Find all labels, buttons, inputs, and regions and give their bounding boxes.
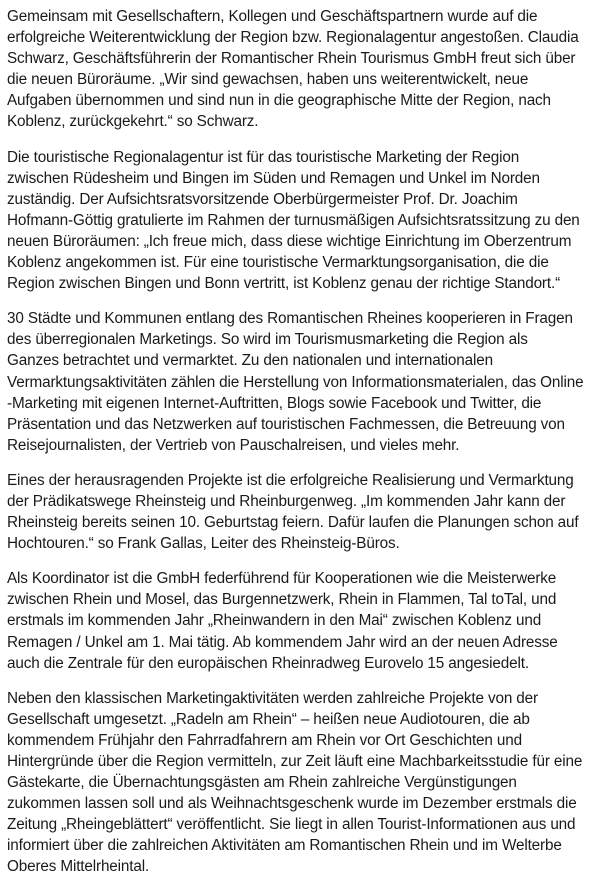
text-line: Die touristische Regionalagentur ist für das touristische Marketing der Region	[7, 148, 520, 166]
text-line: -Marketing mit eigenen Internet-Auftritten, Blogs sowie Facebook und Twitter, die	[7, 394, 542, 412]
paragraph-hiking-trails	[7, 470, 599, 554]
text-line: neuen Büroräumen: „Ich freue mich, dass diese wichtige Einrichtung im Oberzentrum	[7, 232, 572, 250]
text-line: erstmals im kommenden Jahr „Rheinwandern in den Mai“ zwischen Koblenz und	[7, 612, 542, 630]
text-line: Koblenz, zurückgekehrt.“ so Schwarz.	[7, 113, 259, 131]
text-line: zuständig. Der Aufsichtsratsvorsitzende Oberbürgermeister Prof. Dr. Joachim	[7, 190, 518, 208]
text-line: Gästekarte, die Übernachtungsgästen am Rhein zahlreiche Vergünstigungen	[7, 774, 517, 792]
text-line: Als Koordinator ist die GmbH federführend für Kooperationen wie die Meisterwerke	[7, 570, 557, 588]
text-line: die neuen Büroräume. „Wir sind gewachsen, haben uns weiterentwickelt, neue	[7, 71, 529, 89]
text-line: Eines der herausragenden Projekte ist die erfolgreiche Realisierung und Vermarktung	[7, 471, 574, 489]
text-line: zwischen Rüdesheim und Bingen im Süden und Remagen und Unkel im Norden	[7, 169, 540, 187]
text-line: Zeitung „Rheingeblättert“ veröffentlicht. Sie liegt in allen Tourist-Informationen aus und	[7, 816, 576, 834]
paragraph-municipalities	[7, 308, 599, 456]
text-line: Reisejournalisten, der Vertrieb von Pauschalreisen, und vieles mehr.	[7, 436, 460, 454]
text-line: Oberes Mittelrheintal.	[7, 858, 150, 876]
paragraph-regional-agency	[7, 147, 599, 295]
text-line: Rheinsteig bereits seinen 10. Geburtstag feiern. Dafür laufen die Planungen schon auf	[7, 514, 579, 532]
text-line: Remagen / Unkel am 1. Mai tätig. Ab kommendem Jahr wird an der neuen Adresse	[7, 633, 558, 651]
text-line: 30 Städte und Kommunen entlang des Romantischen Rheines kooperieren in Fragen	[7, 310, 573, 328]
text-line: Ganzes betrachtet und vermarktet. Zu den nationalen und internationalen	[7, 352, 493, 370]
text-line: erfolgreiche Weiterentwicklung der Region bzw. Regionalagentur angestoßen. Claudia	[7, 29, 579, 47]
paragraph-coordinator	[7, 568, 599, 673]
text-line: Hochtouren.“ so Frank Gallas, Leiter des Rheinsteig-Büros.	[7, 535, 400, 553]
text-line: Gemeinsam mit Gesellschaftern, Kollegen und Geschäftspartnern wurde auf die	[7, 8, 538, 25]
text-line: Hintergründe über die Region vermitteln, zur Zeit läuft eine Machbarkeitsstudie für eine	[7, 753, 583, 770]
text-line: Region zwischen Bingen und Bonn vertritt, ist Koblenz genau der richtige Standort.“	[7, 275, 561, 293]
text-line: des überregionalen Marketings. So wird im Tourismusmarketing die Region als	[7, 331, 528, 349]
text-line: Schwarz, Geschäftsführerin der Romantischer Rhein Tourismus GmbH freut sich über	[7, 50, 576, 68]
text-line: Präsentation und das Netzwerken auf touristischen Fachmessen, die Betreuung von	[7, 415, 565, 433]
text-line: informiert über die zahlreichen Aktivitäten am Romantischen Rhein und im Welterbe	[7, 837, 562, 855]
text-line: Hofmann-Göttig gratulierte im Rahmen der turnusmäßigen Aufsichtsratssitzung zu den	[7, 211, 580, 229]
text-line: Koblenz angekommen ist. Für eine touristische Vermarktungsorganisation, die die	[7, 254, 549, 272]
text-line: Neben den klassischen Marketingaktivitäten werden zahlreiche Projekte von der	[7, 689, 538, 707]
text-line: Vermarktungsaktivitäten zählen die Herstellung von Informationsmaterialen, das Online	[7, 373, 584, 391]
paragraph-new-offices	[7, 6, 599, 133]
text-line: kommendem Frühjahr den Fahrradfahrern am Rhein vor Ort Geschichten und	[7, 731, 522, 749]
text-line: der Prädikatswege Rheinsteig und Rheinburgenweg. „Im kommenden Jahr kann der	[7, 492, 566, 510]
text-line: Aufgaben übernommen und sind nun in die geographische Mitte der Region, nach	[7, 92, 551, 110]
text-line: zwischen Rhein und Mosel, das Burgennetzwerk, Rhein in Flammen, Tal toTal, und	[7, 591, 557, 609]
text-line: Gesellschaft umgesetzt. „Radeln am Rhein“ – heißen neue Audiotouren, die ab	[7, 710, 530, 728]
text-line: zukommen lassen soll und als Weihnachtsgeschenk wurde im Dezember erstmals die	[7, 795, 577, 813]
paragraph-projects	[7, 688, 599, 878]
text-line: auch die Zentrale für den europäischen Rheinradweg Eurovelo 15 angesiedelt.	[7, 654, 529, 672]
